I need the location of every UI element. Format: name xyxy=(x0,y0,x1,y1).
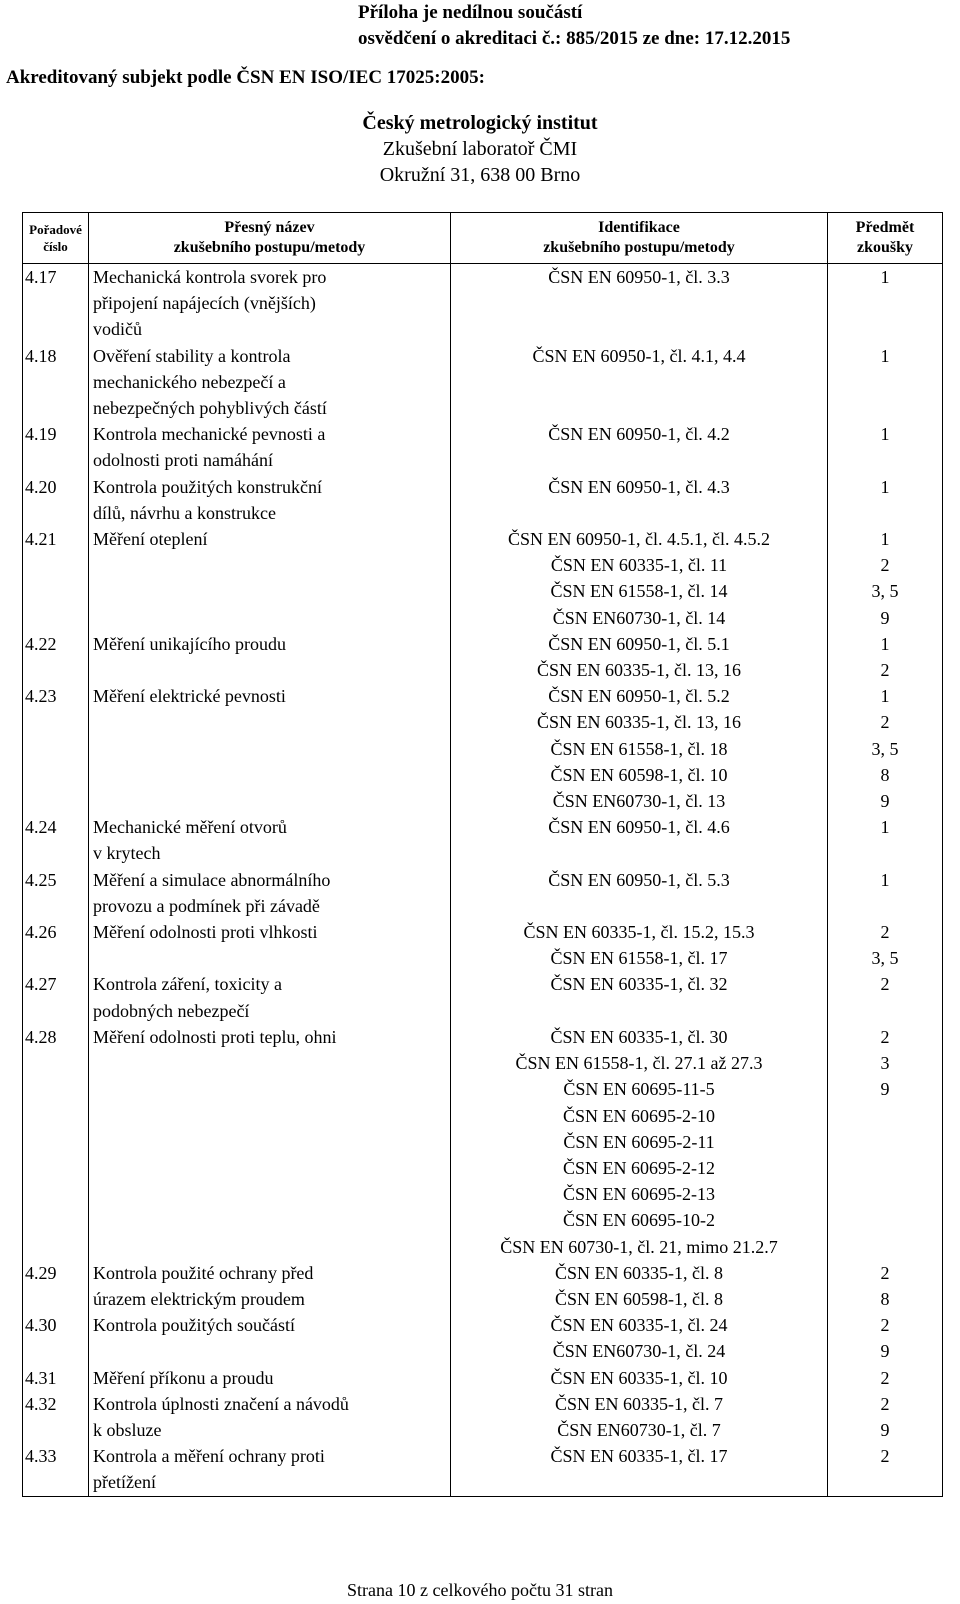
table-row xyxy=(23,1365,943,1391)
method-identification-line: ČSN EN 60730-1, čl. 21, mimo 21.2.7 xyxy=(500,1236,778,1257)
method-name-line: Měření elektrické pevnosti xyxy=(93,686,286,707)
method-name xyxy=(89,1443,451,1496)
table-row xyxy=(23,264,943,343)
test-subject xyxy=(828,343,943,422)
test-subject-line: 2 xyxy=(880,1315,890,1336)
method-identification-line: ČSN EN 60950-1, čl. 3.3 xyxy=(548,267,730,287)
method-name-line: Kontrola a měření ochrany proti xyxy=(93,1446,325,1467)
method-identification-line: ČSN EN 60695-2-11 xyxy=(563,1131,715,1152)
test-subject-line: 1 xyxy=(880,633,890,654)
method-name xyxy=(89,867,451,919)
row-number: 4.32 xyxy=(23,1391,89,1443)
test-subject xyxy=(828,971,943,1023)
row-number: 4.21 xyxy=(23,526,89,631)
method-identification xyxy=(451,683,828,814)
table-header xyxy=(23,213,943,264)
method-identification xyxy=(451,474,828,526)
table-row xyxy=(23,421,943,473)
test-subject-line: 2 xyxy=(880,712,890,733)
method-name-line: Kontrola mechanické pevnosti a xyxy=(93,424,326,445)
table-body xyxy=(23,264,943,1497)
test-subject xyxy=(828,526,943,631)
org-name: Český metrologický institut xyxy=(362,112,598,134)
test-subject xyxy=(828,1024,943,1260)
row-number: 4.27 xyxy=(23,971,89,1023)
table-row xyxy=(23,1024,943,1260)
method-identification-line: ČSN EN 60950-1, čl. 5.3 xyxy=(548,869,730,890)
test-subject-line: 9 xyxy=(880,791,890,812)
method-identification-line: ČSN EN 60695-2-13 xyxy=(563,1184,715,1205)
table-row xyxy=(23,1391,943,1443)
test-subject-line: 1 xyxy=(880,529,890,550)
method-name-line: Kontrola záření, toxicity a xyxy=(93,974,282,995)
method-name-line: odolnosti proti namáhání xyxy=(93,450,273,471)
test-subject xyxy=(828,867,943,919)
test-subject-line: 1 xyxy=(880,686,890,707)
method-name-line: Měření unikajícího proudu xyxy=(93,633,286,654)
method-identification-line: ČSN EN 61558-1, čl. 18 xyxy=(550,738,728,759)
annex-line-2: osvědčení o akreditaci č.: 885/2015 ze dne: 17.12.2015 xyxy=(358,28,791,49)
test-subject-line: 2 xyxy=(880,1026,890,1047)
method-name-line: Kontrola úplnosti značení a návodů xyxy=(93,1393,349,1414)
method-name-line: provozu a podmínek při závadě xyxy=(93,895,320,916)
lab-name: Zkušební laboratoř ČMI xyxy=(382,138,578,160)
method-identification-line: ČSN EN 60695-10-2 xyxy=(563,1210,715,1231)
test-subject xyxy=(828,683,943,814)
method-name-line: Mechanické měření otvorů xyxy=(93,817,287,838)
method-identification-line: ČSN EN 60335-1, čl. 7 xyxy=(555,1393,723,1414)
test-subject xyxy=(828,1260,943,1312)
method-name-line: nebezpečných pohyblivých částí xyxy=(93,398,327,419)
test-subject-line: 2 xyxy=(880,1393,890,1414)
test-subject-line: 1 xyxy=(880,267,890,287)
method-name-line: Ověření stability a kontrola xyxy=(93,345,291,366)
method-identification xyxy=(451,264,828,343)
method-identification-line: ČSN EN 60950-1, čl. 4.5.1, čl. 4.5.2 xyxy=(508,529,770,550)
test-subject xyxy=(828,814,943,866)
method-name xyxy=(89,1260,451,1312)
col-header-number: Pořadové číslo xyxy=(23,213,89,264)
row-number: 4.22 xyxy=(23,631,89,683)
row-number: 4.23 xyxy=(23,683,89,814)
method-identification xyxy=(451,1365,828,1391)
row-number: 4.31 xyxy=(23,1365,89,1391)
method-name xyxy=(89,1312,451,1364)
method-identification-line: ČSN EN 60598-1, čl. 8 xyxy=(555,1288,723,1309)
address: Okružní 31, 638 00 Brno xyxy=(379,164,581,186)
test-subject-line: 3, 5 xyxy=(871,581,899,602)
method-name xyxy=(89,919,451,971)
table-row xyxy=(23,867,943,919)
test-subject-line: 3, 5 xyxy=(871,948,899,969)
method-name-line: Měření odolnosti proti teplu, ohni xyxy=(93,1026,337,1047)
test-subject xyxy=(828,1443,943,1496)
test-subject-line: 2 xyxy=(880,555,890,576)
method-name xyxy=(89,1024,451,1260)
method-identification xyxy=(451,971,828,1023)
method-identification xyxy=(451,343,828,422)
method-name-line: k obsluze xyxy=(93,1419,162,1440)
test-subject-line: 1 xyxy=(880,817,890,838)
test-subject xyxy=(828,264,943,343)
test-subject-line: 8 xyxy=(880,1288,890,1309)
row-number: 4.24 xyxy=(23,814,89,866)
method-identification-line: ČSN EN 60335-1, čl. 11 xyxy=(550,555,728,576)
test-subject-line: 9 xyxy=(880,1079,890,1100)
method-name xyxy=(89,631,451,683)
col-header-identification: Identifikace zkušebního postupu/metody xyxy=(451,213,828,264)
method-identification-line: ČSN EN 61558-1, čl. 14 xyxy=(550,581,728,602)
method-identification-line: ČSN EN 60598-1, čl. 10 xyxy=(550,764,728,785)
method-name-line: podobných nebezpečí xyxy=(93,1000,250,1021)
method-name xyxy=(89,421,451,473)
annex-line-1: Příloha je nedílnou součástí xyxy=(358,2,583,23)
row-number: 4.29 xyxy=(23,1260,89,1312)
table-row xyxy=(23,343,943,422)
test-subject xyxy=(828,1391,943,1443)
method-identification-line: ČSN EN 60950-1, čl. 4.6 xyxy=(548,817,730,838)
method-name-line: Kontrola použité ochrany před xyxy=(93,1262,314,1283)
table-row xyxy=(23,971,943,1023)
table-row xyxy=(23,526,943,631)
table-row xyxy=(23,474,943,526)
table-row xyxy=(23,683,943,814)
test-subject-line: 9 xyxy=(880,1419,890,1440)
test-subject-line: 3, 5 xyxy=(871,738,899,759)
row-number: 4.18 xyxy=(23,343,89,422)
method-identification-line: ČSN EN 60335-1, čl. 13, 16 xyxy=(537,712,741,733)
method-name xyxy=(89,683,451,814)
method-identification xyxy=(451,631,828,683)
method-identification-line: ČSN EN 60335-1, čl. 32 xyxy=(550,974,728,995)
method-name xyxy=(89,1391,451,1443)
test-subject-line: 8 xyxy=(880,764,890,785)
method-identification-line: ČSN EN 60950-1, čl. 4.3 xyxy=(548,476,730,497)
test-subject-line: 1 xyxy=(880,424,890,445)
col-header-subject: Předmět zkoušky xyxy=(828,213,943,264)
method-identification-line: ČSN EN 60335-1, čl. 10 xyxy=(550,1367,728,1388)
method-identification-line: ČSN EN60730-1, čl. 7 xyxy=(557,1419,721,1440)
method-name xyxy=(89,1365,451,1391)
method-identification xyxy=(451,1024,828,1260)
method-identification xyxy=(451,1443,828,1496)
method-identification xyxy=(451,919,828,971)
method-name-line: Měření příkonu a proudu xyxy=(93,1367,274,1388)
method-identification xyxy=(451,1391,828,1443)
method-identification-line: ČSN EN 61558-1, čl. 27.1 až 27.3 xyxy=(515,1053,763,1074)
table-row xyxy=(23,1312,943,1364)
organization-block xyxy=(0,110,960,188)
method-name xyxy=(89,343,451,422)
method-name xyxy=(89,264,451,343)
method-identification-line: ČSN EN 60695-2-12 xyxy=(563,1157,715,1178)
test-subject-line: 1 xyxy=(880,476,890,497)
test-subject-line: 9 xyxy=(880,1341,890,1362)
method-identification-line: ČSN EN 61558-1, čl. 17 xyxy=(550,948,728,969)
method-identification xyxy=(451,526,828,631)
method-identification-line: ČSN EN 60950-1, čl. 5.1 xyxy=(548,633,730,654)
row-number: 4.17 xyxy=(23,264,89,343)
method-identification xyxy=(451,421,828,473)
row-number: 4.26 xyxy=(23,919,89,971)
row-number: 4.20 xyxy=(23,474,89,526)
test-subject-line: 2 xyxy=(880,1446,890,1467)
method-identification-line: ČSN EN 60335-1, čl. 15.2, 15.3 xyxy=(523,922,755,943)
row-number: 4.28 xyxy=(23,1024,89,1260)
test-subject-line: 2 xyxy=(880,660,890,681)
method-name-line: připojení napájecích (vnějších) xyxy=(93,293,316,314)
table-row xyxy=(23,1443,943,1496)
test-subject-line: 2 xyxy=(880,1367,890,1388)
test-subject-line: 9 xyxy=(880,607,890,628)
table-row xyxy=(23,919,943,971)
method-name-line: přetížení xyxy=(93,1472,156,1493)
method-identification-line: ČSN EN 60335-1, čl. 17 xyxy=(550,1446,728,1467)
test-subject xyxy=(828,1312,943,1364)
test-subject xyxy=(828,421,943,473)
row-number: 4.19 xyxy=(23,421,89,473)
test-subject-line: 1 xyxy=(880,869,890,890)
method-name-line: Mechanická kontrola svorek pro xyxy=(93,267,327,287)
row-number: 4.25 xyxy=(23,867,89,919)
method-identification-line: ČSN EN 60335-1, čl. 13, 16 xyxy=(537,660,741,681)
test-subject-line: 2 xyxy=(880,1262,890,1283)
method-name-line: mechanického nebezpečí a xyxy=(93,371,286,392)
method-identification-line: ČSN EN 60335-1, čl. 8 xyxy=(555,1262,723,1283)
method-name-line: Měření oteplení xyxy=(93,529,208,550)
table-row xyxy=(23,1260,943,1312)
test-subject-line: 3 xyxy=(880,1053,890,1074)
col-header-name: Přesný název zkušebního postupu/metody xyxy=(89,213,451,264)
method-name-line: úrazem elektrickým proudem xyxy=(93,1288,305,1309)
test-methods-table xyxy=(22,212,943,1497)
test-subject-line: 1 xyxy=(880,345,890,366)
test-subject xyxy=(828,474,943,526)
test-subject xyxy=(828,1365,943,1391)
method-identification-line: ČSN EN60730-1, čl. 24 xyxy=(552,1341,726,1362)
method-identification-line: ČSN EN60730-1, čl. 14 xyxy=(552,607,726,628)
row-number: 4.33 xyxy=(23,1443,89,1496)
method-name xyxy=(89,474,451,526)
test-subject xyxy=(828,631,943,683)
method-name-line: dílů, návrhu a konstrukce xyxy=(93,502,276,523)
method-identification-line: ČSN EN 60950-1, čl. 4.1, 4.4 xyxy=(532,345,746,366)
method-name xyxy=(89,526,451,631)
accredited-subject: Akreditovaný subjekt podle ČSN EN ISO/IEC 17025:2005: xyxy=(6,67,485,88)
method-identification xyxy=(451,1312,828,1364)
test-subject-line: 2 xyxy=(880,974,890,995)
table-row xyxy=(23,631,943,683)
method-identification-line: ČSN EN 60695-2-10 xyxy=(563,1105,715,1126)
method-name-line: Měření a simulace abnormálního xyxy=(93,869,331,890)
annex-header xyxy=(358,0,790,52)
method-name-line: v krytech xyxy=(93,843,161,864)
method-identification-line: ČSN EN 60695-11-5 xyxy=(563,1079,715,1100)
page-footer: Strana 10 z celkového počtu 31 stran xyxy=(347,1580,613,1600)
method-identification xyxy=(451,1260,828,1312)
method-name-line: Kontrola použitých konstrukční xyxy=(93,476,322,497)
method-identification-line: ČSN EN 60950-1, čl. 4.2 xyxy=(548,424,730,445)
method-name xyxy=(89,814,451,866)
method-identification-line: ČSN EN 60335-1, čl. 24 xyxy=(550,1315,728,1336)
table-row xyxy=(23,814,943,866)
method-name xyxy=(89,971,451,1023)
test-subject xyxy=(828,919,943,971)
method-name-line: Kontrola použitých součástí xyxy=(93,1315,295,1336)
method-name-line: vodičů xyxy=(93,319,142,340)
test-subject-line: 2 xyxy=(880,922,890,943)
method-identification-line: ČSN EN 60950-1, čl. 5.2 xyxy=(548,686,730,707)
method-identification-line: ČSN EN 60335-1, čl. 30 xyxy=(550,1026,728,1047)
method-identification xyxy=(451,814,828,866)
method-identification-line: ČSN EN60730-1, čl. 13 xyxy=(552,791,726,812)
method-identification xyxy=(451,867,828,919)
method-name-line: Měření odolnosti proti vlhkosti xyxy=(93,922,318,943)
row-number: 4.30 xyxy=(23,1312,89,1364)
